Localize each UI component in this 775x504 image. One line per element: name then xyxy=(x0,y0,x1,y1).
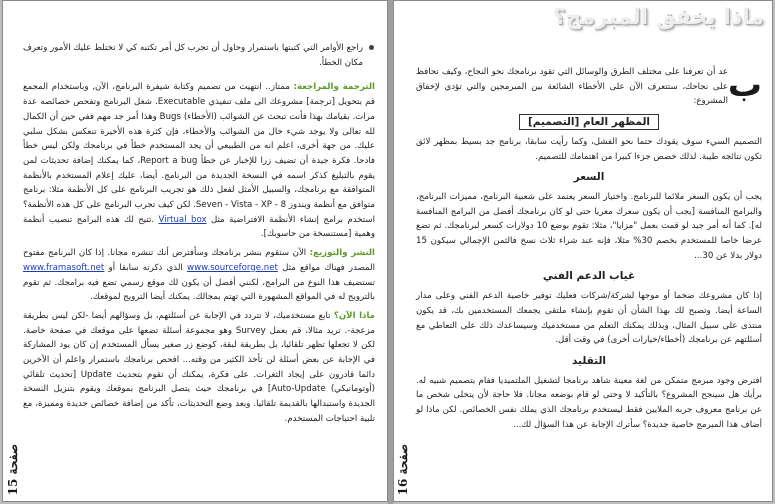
publish-text: الآن ستقوم بنشر برنامجك وسأفترض أنك تنشره مجانا. إذا كان البرنامج مفتوح المصدر فهناك مواقع مثل xyxy=(23,248,376,273)
section-text-imitation: افترض وجود مبرمج متمكن من لغة معينة شاهد برنامجا لتشغيل الملتميديا فقام بتصميم شبيه له. برأيك هل سينجح المشروع؟ بالتأكيد لا وحتى لو قام بوضعه مجانا. فلا حاجة لأن يتخلى شخص ما عن برنامج معروف جربه الملايين فقط ليستخدم برنامجك الذي يملك نفس الخصائص. لكن ماذا لو أضاف هذا المبرمج خاصية جديدة؟ سأترك الإجابة عن هذا السؤال لك... xyxy=(416,375,762,430)
publish-text-mid: الذي ذكرته سابقا أو xyxy=(108,262,188,273)
whats-next-text: تابع مستخدميك، لا تتردد في الإجابة عن أسئلتهم، بل وسؤالهم أيضا -لكن ليس بطريقة مزعجة-. تريد مثالا، قم بعمل Survey وهو مجموعة أسئلة تضعها على موقعك في صفحة خاصة. لكن لا تجعلها تظهر تلقائيا، بل بطريقة لبقة، كوضع زر صغير يسأل المستخدم إن كان يود المشاركة في الإجابة عن بعض أسئلة لن تأخذ الكثير من وقته... افحص برنامجك باستمرار واعلم أن الآخرين دائما قادرون على إيجاد الثغرات. على فكرة، يمكنك أن تقوم بتحديث Update [تحديث تلقائي (أوتوماتيكي) Auto-Update] في برنامجك حيث يتصل البرنامج بموقعك ويقوم بتنزيل النسخة الجديدة واستبدالها بالقديمة تلقائيا. وبعد وضع التحديثات، تأكد من إضافة خصائص جديدة ومميزة، مع تلبية احتياجات المستخدم. xyxy=(23,310,376,424)
sourceforge-link[interactable]: www.sourceforge.net xyxy=(187,262,278,273)
bullet-item xyxy=(23,41,375,70)
section-heading-imitation: التقليد xyxy=(571,354,607,367)
page-number-right: صفحة 16 xyxy=(396,443,410,495)
section-heading-design-text: المظهر العام [التصميم] xyxy=(519,114,659,130)
left-page-content xyxy=(23,41,375,431)
bullet-text: راجع الأوامر التي كتبتها باستمرار وحاول أن تجرب كل أمر تكتبه كي لا تختلط عليك الأمور وتعرف مكان الخطأ. xyxy=(23,43,363,68)
review-paragraph xyxy=(23,80,375,242)
review-text: ممتاز.. انتهيت من تصميم وكتابة شيفرة البرنامج، الآن, وباستخدام المجمع قم بتحويل [ترجمة] مشروعك الى ملف تنفيذي Executable. شغل البرنامج وتفحص خصائصه عدة مرات. بقيامك بهذا فأنت تبحث عن الشوائب (الأخطاء) Bugs وهذا أمر جد مهم ففي حين أن الكمال لله تعالى ولا يوجد شيء خال من الشوائب والأخطاء، فإن كثرة هذه الأخيرة تنعكس بشكل سلبي عليك. من جهة أخرى، اعلم انه من الطبيعي أن يجد المستخدم خطأ في برنامجك ولكن ليس خطأ فادحا. فكرة جيدة أن تضيف زرا للإخبار عن خطأ Report a bug، كما يمكنك إضافة تحديثات لمن يقوم بالتبليغ كذكر اسمه في النسخة الجديدة من البرنامج. أيضا، عليك إعلام المستخدم بالأنظمة المتوافقة مع برنامجك، والسبيل الأمثل لفعل ذلك هو تجريب البرنامج على كل الأنظمة مثلا: برنامج متوافق مع أنظمة ويندوز 8 - Seven - Vista - XP. لكن كيف تجرب البرنامج على كل هذه الأنظمة؟ استخدم برامج إنشاء الأنظمة الافتراضية مثل xyxy=(23,82,376,225)
chapter-title: ماذا يخفق المبرمج؟ xyxy=(552,5,764,30)
section-text-price: يجب أن يكون السعر ملائما للبرنامج. واختيار السعر يعتمد على شعبية البرنامج، مميزات البرنامج، والبرامج المنافسة [يجب أن يكون سعرك مغريا حتى لو كان برنامجك أفضل من البرامج المنافسة له]. كما أنه أمر جيد لو قمت بعمل "مزايا"، مثلا: تقوم بوضع 10 دولارات كسعر لبرنامجك. ثم تضع عرضا خاصا للمستخدم بخصم 30% مثلا، فإنه عند شراء ثلاث نسخ فالثمن الإجمالي سيكون 15 دولار بدلا عن 30... xyxy=(416,191,762,261)
section-heading-support: غياب الدعم الفني xyxy=(542,270,636,283)
review-label: الترجمة والمراجعة: xyxy=(293,82,375,93)
drop-cap-letter: ب xyxy=(727,65,762,105)
right-page-content xyxy=(416,65,762,436)
intro-paragraph: عد أن تعرفنا على مختلف الطرق والوسائل التي تقود برنامجك نحو النجاح، وكيف تحافظ على نجاحك، ستتعرف الآن على الأخطاء الشائعة بين المبرمجين والتي تؤدي لإخفاق المشروع: xyxy=(416,67,728,107)
section-heading-design xyxy=(416,115,762,130)
page-left xyxy=(2,0,388,502)
page-right xyxy=(393,0,773,502)
publish-label: النشر والتوزيع: xyxy=(309,248,376,259)
page-number-left: صفحة 15 xyxy=(6,443,20,495)
publish-paragraph xyxy=(23,246,375,305)
section-text-support: إذا كان مشروعك ضخما أو موجها لشركة/شركات فعليك توفير خاصية الدعم الفني وعلى مدار الساعة أيضا. وتصبح لك بهذا الشأن أن تقوم بإنشاء ملتقى يجمعك المستخدمين بك، قد يكون منتدى على سبيل المثال، وبذلك يمكنك التعلم من مستخدميك وسيساعدك ذلك على التعاطي مع أسئلتهم عن برنامجك (أخطاء/خيارات أخرى) في وقت أقل. xyxy=(416,291,762,346)
whats-next-label: ماذا الآن؟ xyxy=(333,310,375,321)
framasoft-link[interactable]: www.framasoft.net xyxy=(23,262,105,273)
section-text-design: التصميم السيء سوف يقودك حتما نحو الفشل، وكما رأيت سابقا، برنامج جد بسيط بمظهر لائق تكون نتائجه طيبة. لذلك خصص جزءا كبيرا من اهتمامك للتصميم. xyxy=(416,136,762,162)
review-text-end: .تتيح لك هذه البرامج تنصيب أنظمة وهمية [مستنسخة من حاسوبك]. xyxy=(23,214,375,240)
section-heading-price: السعر xyxy=(573,171,605,184)
virtualbox-link[interactable]: Virtual box xyxy=(158,214,207,225)
bullet-dot-icon xyxy=(369,45,374,50)
whats-next-paragraph xyxy=(23,309,375,427)
publish-text-end: تستضيف هذا النوع من البرامج، لكنني أفضل أن يكون لك موقع رسمي تضع فيه برامجك. ثم تقوم بالترويج له في المواقع المشهورة التي تهتم بمجالك. يمكنك أيضا الترويج لموقعك. xyxy=(23,277,375,303)
